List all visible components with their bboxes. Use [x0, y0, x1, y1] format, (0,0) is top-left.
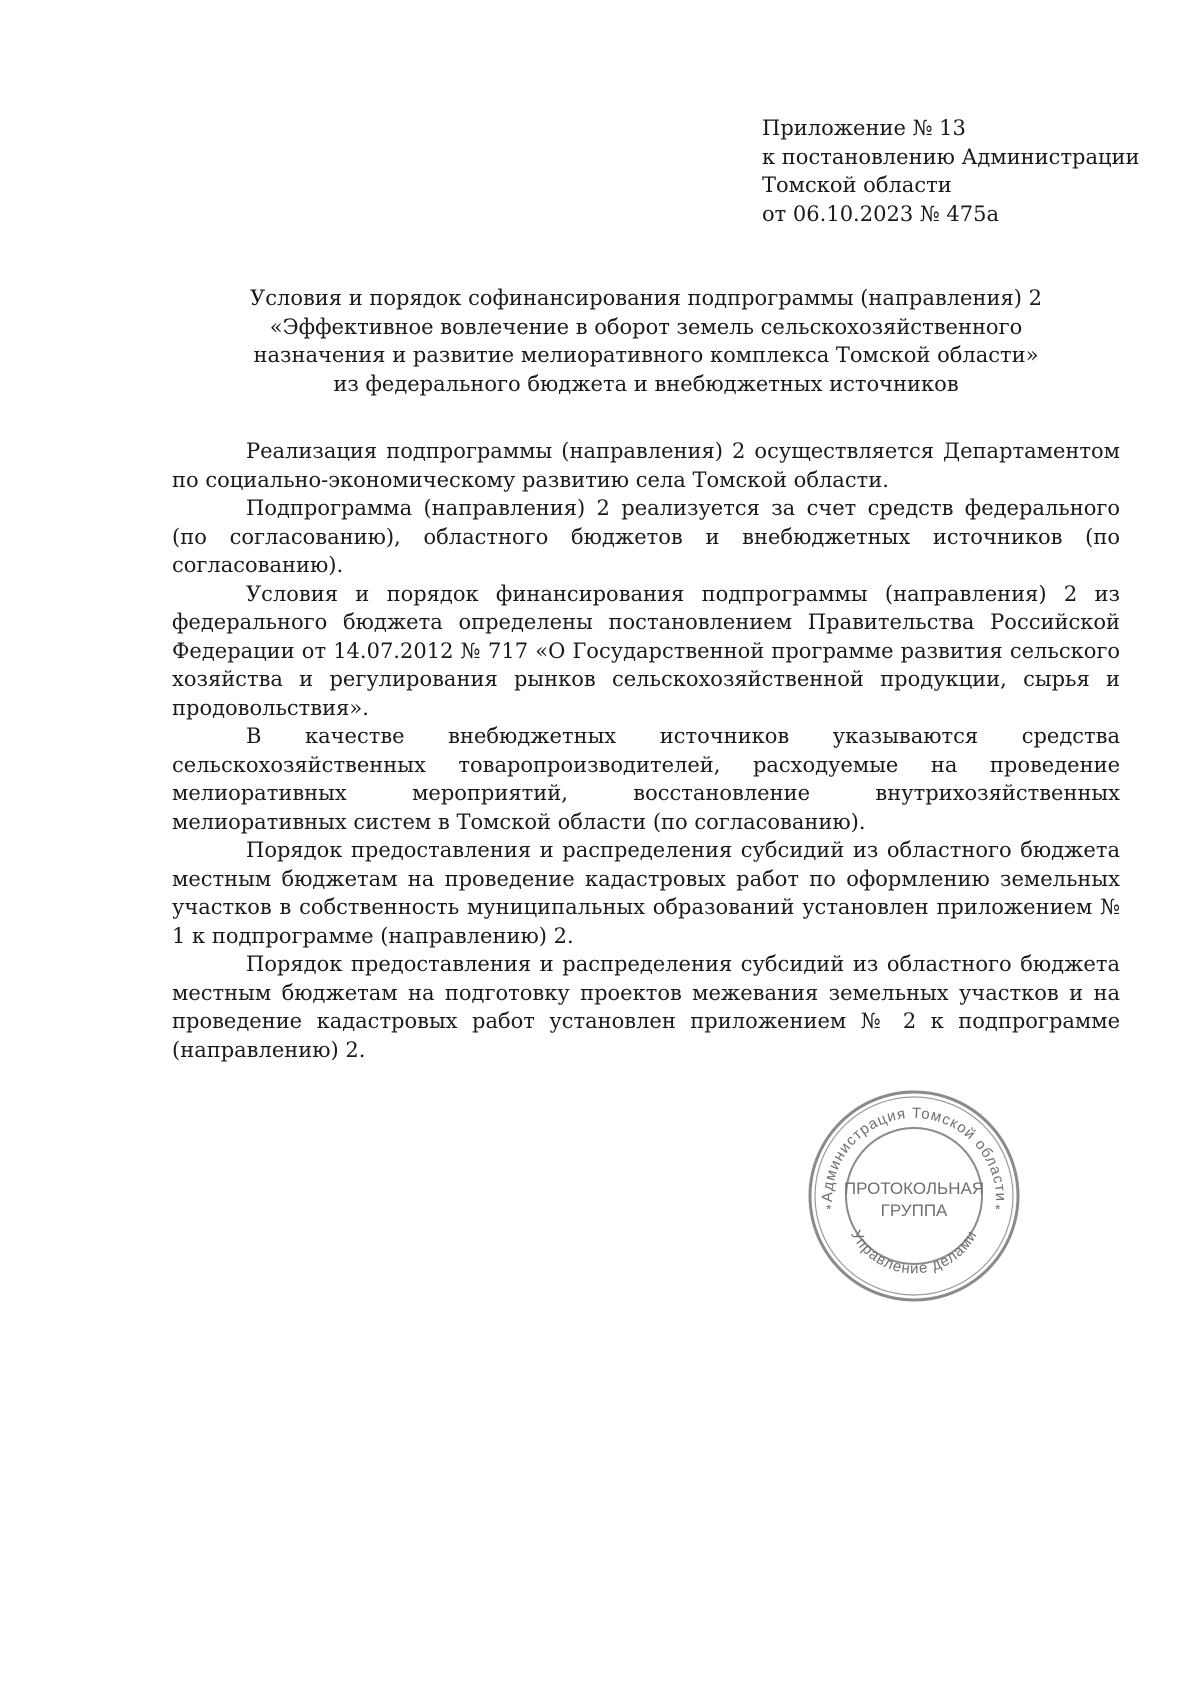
seal-center-line-2: ГРУППА	[880, 1201, 948, 1220]
appendix-reference: к постановлению Администрации	[762, 144, 1140, 169]
seal-star-left-icon: *	[826, 1201, 832, 1217]
seal-outer-bottom-text: Управление делами	[847, 1227, 981, 1278]
paragraph-1: Реализация подпрограммы (направления) 2 осуществляется Департаментом по социально-экономическому развитию села Томской области.	[172, 439, 1120, 492]
paragraph-6: Порядок предоставления и распределения субсидий из областного бюджета местным бюджетам на подготовку проектов межевания земельных участков и на проведение кадастровых работ установлен приложением № 2 к подпрограмме (направлению) 2.	[172, 952, 1120, 1062]
appendix-date-number: от 06.10.2023 № 475а	[762, 201, 999, 226]
title-line-1: Условия и порядок софинансирования подпрограммы (направления) 2	[250, 286, 1042, 310]
paragraph-5: Порядок предоставления и распределения субсидий из областного бюджета местным бюджетам на проведение кадастровых работ по оформлению земельных участков в собственность муниципальных образований установлен приложением № 1 к подпрограмме (направлению) 2.	[172, 838, 1120, 948]
title-line-2: «Эффективное вовлечение в оборот земель сельскохозяйственного	[269, 314, 1023, 339]
title-line-3: назначения и развитие мелиоративного комплекса Томской области»	[253, 343, 1039, 367]
paragraph-2: Подпрограмма (направления) 2 реализуется за счет средств федерального (по согласованию), областного бюджетов и внебюджетных источников (по согласованию).	[172, 496, 1120, 577]
appendix-number: Приложение № 13	[762, 116, 966, 140]
title-line-4: из федерального бюджета и внебюджетных источников	[333, 371, 959, 396]
official-seal-stamp	[806, 1088, 1022, 1304]
document-body	[172, 437, 1120, 1064]
appendix-header	[762, 114, 1162, 228]
paragraph-3: Условия и порядок финансирования подпрограммы (направления) 2 из федерального бюджета определены постановлением Правительства Российской Федерации от 14.07.2012 № 717 «О Государственной программе развития сельского хозяйства и регулирования рынков сельскохозяйственной продукции, сырья и продовольствия».	[172, 581, 1120, 720]
paragraph-4: В качестве внебюджетных источников указываются средства сельскохозяйственных товаропроизводителей, расходуемые на проведение мелиоративных мероприятий, восстановление внутрихозяйственных мелиоративных систем в Томской области (по согласованию).	[172, 724, 1120, 834]
seal-outer-top-text: Администрация Томской области	[818, 1104, 1010, 1203]
seal-star-right-icon: *	[995, 1201, 1001, 1217]
svg-text:Управление делами	[847, 1227, 980, 1277]
document-title	[172, 284, 1120, 398]
appendix-region: Томской области	[762, 173, 952, 197]
seal-center-line-1: ПРОТОКОЛЬНАЯ	[843, 1179, 985, 1198]
seal-icon	[806, 1088, 1022, 1304]
